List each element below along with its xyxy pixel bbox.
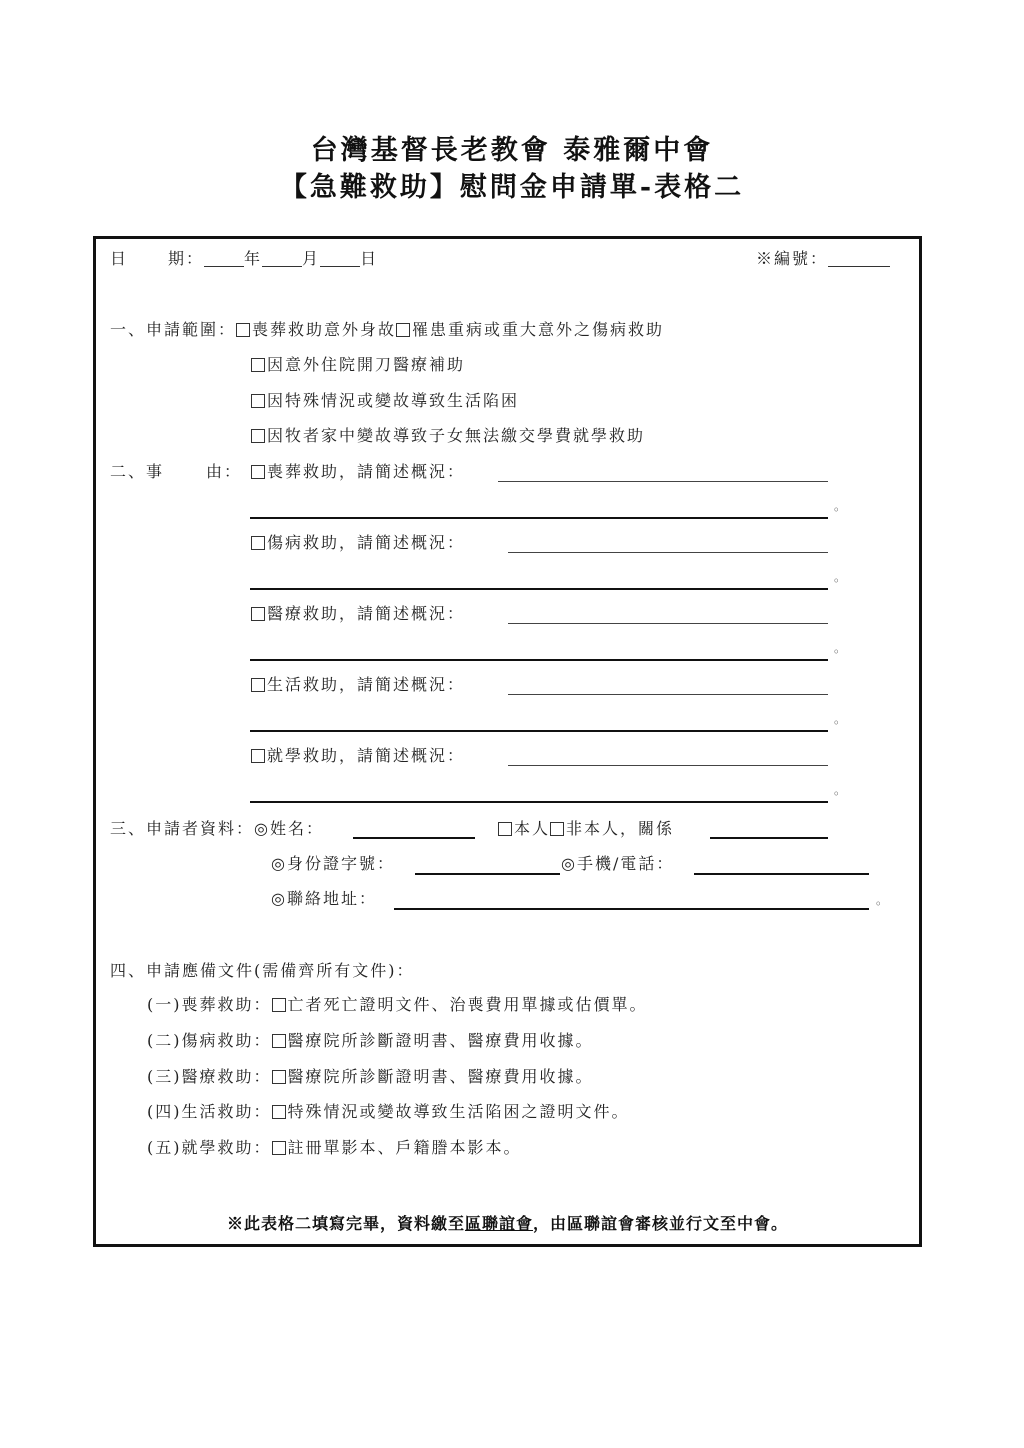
- reason-label-living: 生活救助，請簡述概況：: [267, 675, 466, 694]
- reason-item-illness: [251, 533, 465, 553]
- phone-label: ◎手機/電話：: [561, 854, 675, 873]
- reason-medical-line-1[interactable]: [508, 623, 828, 624]
- name-label: ◎姓名：: [254, 819, 324, 838]
- scope-option-illness: 罹患重病或重大意外之傷病救助: [412, 320, 665, 339]
- scope-row-4: [251, 426, 645, 446]
- scope-checkbox-illness[interactable]: [396, 323, 410, 337]
- address-row: [271, 889, 377, 909]
- address-field[interactable]: [394, 908, 869, 910]
- self-label: 本人: [514, 819, 551, 838]
- document-checkbox-medical[interactable]: [272, 1070, 286, 1084]
- scope-checkbox-education[interactable]: [251, 429, 265, 443]
- document-item-education: [147, 1138, 522, 1158]
- footer-note: [96, 1211, 919, 1234]
- document-text-illness: 醫療院所診斷證明書、醫療費用收據。: [287, 1031, 594, 1050]
- document-prefix-education: (五)就學救助：: [147, 1138, 272, 1157]
- document-prefix-living: (四)生活救助：: [147, 1102, 272, 1121]
- document-checkbox-illness[interactable]: [272, 1034, 286, 1048]
- document-text-living: 特殊情況或變故導致生活陷困之證明文件。: [287, 1102, 630, 1121]
- reason-education-period: 。: [834, 783, 847, 797]
- not-self-checkbox[interactable]: [550, 822, 564, 836]
- id-row: [271, 854, 395, 874]
- form-title-line2: 【急難救助】慰問金申請單-表格二: [279, 172, 745, 203]
- scope-option-education: 因牧者家中變故導致子女無法繳交學費就學救助: [267, 426, 646, 445]
- reason-item-medical: [251, 604, 465, 624]
- reason-education-line-2[interactable]: [250, 801, 828, 803]
- form-title-line1: 台灣基督長老教會 泰雅爾中會: [310, 135, 714, 166]
- reason-illness-line-2[interactable]: [250, 588, 828, 590]
- document-checkbox-funeral[interactable]: [272, 998, 286, 1012]
- document-checkbox-education[interactable]: [272, 1141, 286, 1155]
- date-row: [110, 249, 378, 269]
- scope-row-1: [110, 320, 664, 340]
- reason-checkbox-living[interactable]: [251, 678, 265, 692]
- reason-item-education: [251, 746, 465, 766]
- serial-row: [756, 249, 890, 269]
- day-field[interactable]: [320, 250, 360, 267]
- month-field[interactable]: [262, 250, 302, 267]
- reason-label-funeral: 喪葬救助，請簡述概況：: [267, 462, 466, 481]
- document-item-funeral: [147, 995, 648, 1015]
- reason-illness-period: 。: [834, 570, 847, 584]
- scope-checkbox-funeral[interactable]: [236, 323, 250, 337]
- applicant-row-1: [110, 819, 324, 839]
- reason-label-illness: 傷病救助，請簡述概況：: [267, 533, 466, 552]
- phone-field[interactable]: [694, 873, 869, 875]
- document-text-education: 註冊單影本、戶籍謄本影本。: [287, 1138, 522, 1157]
- address-label: ◎聯絡地址：: [271, 889, 377, 908]
- self-checkbox[interactable]: [498, 822, 512, 836]
- reason-checkbox-funeral[interactable]: [251, 465, 265, 479]
- scope-option-living: 因特殊情況或變故導致生活陷困: [267, 391, 520, 410]
- phone-row: [561, 854, 674, 874]
- document-item-medical: [147, 1067, 594, 1087]
- serial-field[interactable]: [828, 250, 890, 267]
- year-label: 年: [244, 249, 263, 268]
- document-item-living: [147, 1102, 630, 1122]
- scope-checkbox-living[interactable]: [251, 394, 265, 408]
- reason-living-line-2[interactable]: [250, 730, 828, 732]
- reason-label-medical: 醫療救助，請簡述概況：: [267, 604, 466, 623]
- id-label: ◎身份證字號：: [271, 854, 395, 873]
- scope-row-3: [251, 391, 519, 411]
- reason-label: [110, 462, 242, 482]
- form-box: [93, 236, 922, 1247]
- reason-label-b: 由：: [206, 462, 243, 481]
- reason-living-period: 。: [834, 712, 847, 726]
- not-self-label: 非本人，關係: [566, 819, 675, 838]
- reason-medical-period: 。: [834, 641, 847, 655]
- document-item-illness: [147, 1031, 594, 1051]
- reason-medical-line-2[interactable]: [250, 659, 828, 661]
- reason-funeral-period: 。: [834, 499, 847, 513]
- year-field[interactable]: [204, 250, 244, 267]
- scope-option-funeral: 喪葬救助意外身故: [252, 320, 397, 339]
- date-label-day: 日: [110, 249, 129, 268]
- address-period: 。: [876, 893, 889, 907]
- document-text-funeral: 亡者死亡證明文件、治喪費用單據或估價單。: [287, 995, 648, 1014]
- reason-item-funeral: [251, 462, 465, 482]
- reason-illness-line-1[interactable]: [508, 552, 828, 553]
- scope-row-2: [251, 355, 465, 375]
- document-text-medical: 醫療院所診斷證明書、醫療費用收據。: [287, 1067, 594, 1086]
- reason-checkbox-education[interactable]: [251, 749, 265, 763]
- month-label: 月: [302, 249, 321, 268]
- scope-checkbox-medical[interactable]: [251, 358, 265, 372]
- footer-note-part1: ※此表格二填寫完畢，資料繳至: [226, 1214, 465, 1233]
- scope-option-medical: 因意外住院開刀醫療補助: [267, 355, 466, 374]
- footer-note-underlined: 區聯誼會: [464, 1214, 533, 1233]
- relation-field[interactable]: [710, 837, 828, 839]
- reason-living-line-1[interactable]: [508, 694, 828, 695]
- document-prefix-illness: (二)傷病救助：: [147, 1031, 272, 1050]
- reason-checkbox-illness[interactable]: [251, 536, 265, 550]
- reason-item-living: [251, 675, 465, 695]
- scope-label: 一、申請範圍：: [110, 320, 237, 339]
- reason-funeral-line-1[interactable]: [498, 481, 828, 482]
- name-field[interactable]: [353, 837, 475, 839]
- reason-label-education: 就學救助，請簡述概況：: [267, 746, 466, 765]
- document-checkbox-living[interactable]: [272, 1105, 286, 1119]
- id-field[interactable]: [415, 873, 560, 875]
- reason-education-line-1[interactable]: [508, 765, 828, 766]
- relation-row: [498, 819, 674, 839]
- reason-label-a: 二、事: [110, 462, 165, 481]
- document-prefix-funeral: (一)喪葬救助：: [147, 995, 272, 1014]
- documents-label: 四、申請應備文件(需備齊所有文件)：: [110, 961, 415, 980]
- document-prefix-medical: (三)醫療救助：: [147, 1067, 272, 1086]
- footer-note-part2: ，由區聯誼會審核並行文至中會。: [533, 1214, 789, 1233]
- date-label-period: 期：: [168, 249, 205, 268]
- reason-checkbox-medical[interactable]: [251, 607, 265, 621]
- serial-label: ※編號：: [756, 249, 829, 268]
- applicant-label: 三、申請者資料：: [110, 819, 255, 838]
- reason-funeral-line-2[interactable]: [250, 517, 828, 519]
- day-label: 日: [360, 249, 379, 268]
